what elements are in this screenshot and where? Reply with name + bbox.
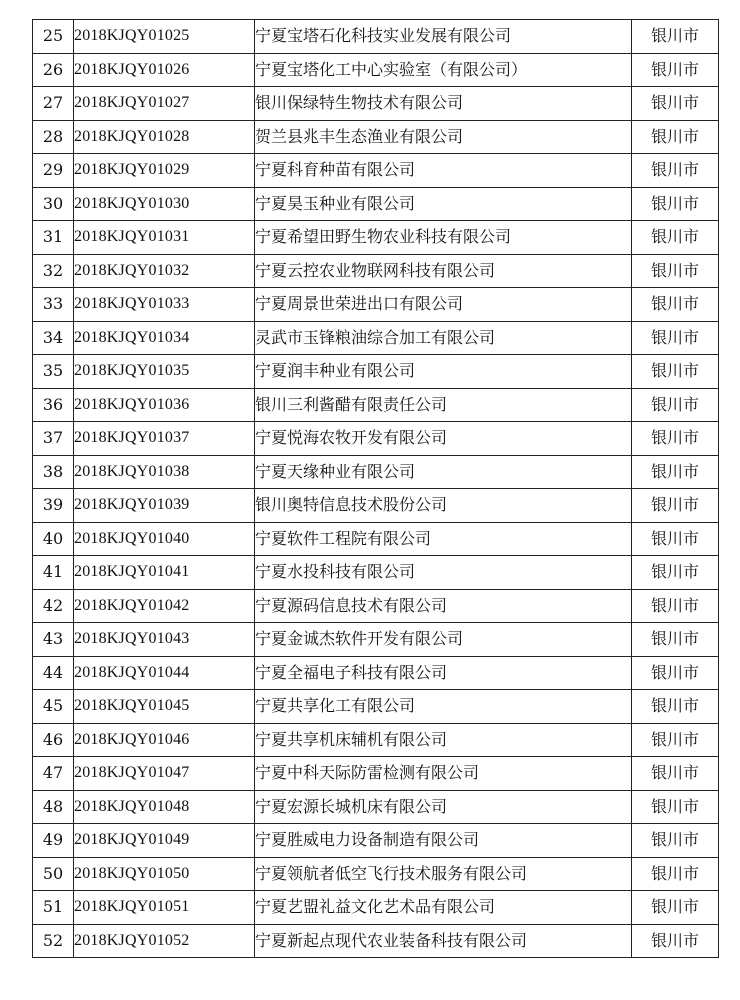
company-name-cell: 宁夏周景世荣进出口有限公司	[255, 288, 632, 322]
registration-code-cell: 2018KJQY01046	[74, 723, 255, 757]
row-number-cell: 41	[33, 556, 74, 590]
city-cell: 银川市	[632, 757, 719, 791]
table-row	[33, 422, 719, 456]
row-number-cell: 30	[33, 187, 74, 221]
city-cell: 银川市	[632, 120, 719, 154]
company-name-cell: 宁夏软件工程院有限公司	[255, 522, 632, 556]
table-row	[33, 355, 719, 389]
city-cell: 银川市	[632, 489, 719, 523]
company-name-cell: 宁夏领航者低空飞行技术服务有限公司	[255, 857, 632, 891]
table-row	[33, 455, 719, 489]
table-row	[33, 623, 719, 657]
company-name-cell: 宁夏昊玉种业有限公司	[255, 187, 632, 221]
registration-code-cell: 2018KJQY01032	[74, 254, 255, 288]
table-row	[33, 53, 719, 87]
table-row	[33, 891, 719, 925]
row-number-cell: 29	[33, 154, 74, 188]
registration-code-cell: 2018KJQY01049	[74, 824, 255, 858]
registration-code-cell: 2018KJQY01028	[74, 120, 255, 154]
row-number-cell: 45	[33, 690, 74, 724]
company-name-cell: 银川奥特信息技术股份公司	[255, 489, 632, 523]
city-cell: 银川市	[632, 522, 719, 556]
row-number-cell: 44	[33, 656, 74, 690]
city-cell: 银川市	[632, 388, 719, 422]
city-cell: 银川市	[632, 20, 719, 54]
registration-code-cell: 2018KJQY01052	[74, 924, 255, 958]
table-row	[33, 388, 719, 422]
table-row	[33, 254, 719, 288]
registration-code-cell: 2018KJQY01036	[74, 388, 255, 422]
company-name-cell: 宁夏全福电子科技有限公司	[255, 656, 632, 690]
city-cell: 银川市	[632, 924, 719, 958]
registration-code-cell: 2018KJQY01030	[74, 187, 255, 221]
city-cell: 银川市	[632, 288, 719, 322]
registration-code-cell: 2018KJQY01038	[74, 455, 255, 489]
table-row	[33, 187, 719, 221]
company-name-cell: 宁夏共享机床辅机有限公司	[255, 723, 632, 757]
city-cell: 银川市	[632, 321, 719, 355]
row-number-cell: 50	[33, 857, 74, 891]
table-row	[33, 288, 719, 322]
registration-code-cell: 2018KJQY01033	[74, 288, 255, 322]
table-row	[33, 589, 719, 623]
company-name-cell: 宁夏天缘种业有限公司	[255, 455, 632, 489]
city-cell: 银川市	[632, 355, 719, 389]
registration-code-cell: 2018KJQY01040	[74, 522, 255, 556]
table-row	[33, 489, 719, 523]
company-name-cell: 宁夏艺盟礼益文化艺术品有限公司	[255, 891, 632, 925]
table-row	[33, 20, 719, 54]
registration-code-cell: 2018KJQY01042	[74, 589, 255, 623]
registration-code-cell: 2018KJQY01034	[74, 321, 255, 355]
company-name-cell: 银川三利酱醋有限责任公司	[255, 388, 632, 422]
table-row	[33, 824, 719, 858]
registration-code-cell: 2018KJQY01037	[74, 422, 255, 456]
row-number-cell: 48	[33, 790, 74, 824]
company-name-cell: 宁夏润丰种业有限公司	[255, 355, 632, 389]
city-cell: 银川市	[632, 790, 719, 824]
table-row	[33, 924, 719, 958]
row-number-cell: 47	[33, 757, 74, 791]
company-name-cell: 灵武市玉锋粮油综合加工有限公司	[255, 321, 632, 355]
row-number-cell: 35	[33, 355, 74, 389]
company-name-cell: 宁夏云控农业物联网科技有限公司	[255, 254, 632, 288]
row-number-cell: 49	[33, 824, 74, 858]
table-row	[33, 690, 719, 724]
company-name-cell: 宁夏宝塔化工中心实验室（有限公司）	[255, 53, 632, 87]
registration-code-cell: 2018KJQY01026	[74, 53, 255, 87]
registration-code-cell: 2018KJQY01025	[74, 20, 255, 54]
city-cell: 银川市	[632, 254, 719, 288]
registration-code-cell: 2018KJQY01044	[74, 656, 255, 690]
registration-code-cell: 2018KJQY01039	[74, 489, 255, 523]
company-name-cell: 宁夏宏源长城机床有限公司	[255, 790, 632, 824]
table-row	[33, 154, 719, 188]
row-number-cell: 46	[33, 723, 74, 757]
table-row	[33, 556, 719, 590]
registration-code-cell: 2018KJQY01048	[74, 790, 255, 824]
city-cell: 银川市	[632, 187, 719, 221]
row-number-cell: 51	[33, 891, 74, 925]
table-row	[33, 757, 719, 791]
row-number-cell: 33	[33, 288, 74, 322]
row-number-cell: 34	[33, 321, 74, 355]
company-name-cell: 宁夏科育种苗有限公司	[255, 154, 632, 188]
table-row	[33, 656, 719, 690]
registration-code-cell: 2018KJQY01043	[74, 623, 255, 657]
table-row	[33, 120, 719, 154]
row-number-cell: 43	[33, 623, 74, 657]
registration-code-cell: 2018KJQY01031	[74, 221, 255, 255]
row-number-cell: 40	[33, 522, 74, 556]
city-cell: 银川市	[632, 589, 719, 623]
table-row	[33, 522, 719, 556]
city-cell: 银川市	[632, 422, 719, 456]
row-number-cell: 31	[33, 221, 74, 255]
registration-code-cell: 2018KJQY01035	[74, 355, 255, 389]
company-registry-table	[32, 19, 719, 958]
company-name-cell: 宁夏共享化工有限公司	[255, 690, 632, 724]
company-name-cell: 宁夏悦海农牧开发有限公司	[255, 422, 632, 456]
registration-code-cell: 2018KJQY01047	[74, 757, 255, 791]
company-name-cell: 宁夏宝塔石化科技实业发展有限公司	[255, 20, 632, 54]
row-number-cell: 27	[33, 87, 74, 121]
registration-code-cell: 2018KJQY01027	[74, 87, 255, 121]
city-cell: 银川市	[632, 824, 719, 858]
company-name-cell: 贺兰县兆丰生态渔业有限公司	[255, 120, 632, 154]
registry-table-body	[33, 20, 719, 958]
table-row	[33, 790, 719, 824]
row-number-cell: 52	[33, 924, 74, 958]
company-name-cell: 宁夏源码信息技术有限公司	[255, 589, 632, 623]
registration-code-cell: 2018KJQY01045	[74, 690, 255, 724]
row-number-cell: 26	[33, 53, 74, 87]
company-name-cell: 宁夏胜威电力设备制造有限公司	[255, 824, 632, 858]
row-number-cell: 42	[33, 589, 74, 623]
city-cell: 银川市	[632, 455, 719, 489]
table-row	[33, 221, 719, 255]
city-cell: 银川市	[632, 723, 719, 757]
city-cell: 银川市	[632, 87, 719, 121]
row-number-cell: 25	[33, 20, 74, 54]
table-row	[33, 723, 719, 757]
registration-code-cell: 2018KJQY01041	[74, 556, 255, 590]
company-name-cell: 宁夏中科天际防雷检测有限公司	[255, 757, 632, 791]
registration-code-cell: 2018KJQY01050	[74, 857, 255, 891]
company-name-cell: 宁夏金诚杰软件开发有限公司	[255, 623, 632, 657]
company-name-cell: 宁夏水投科技有限公司	[255, 556, 632, 590]
row-number-cell: 37	[33, 422, 74, 456]
city-cell: 银川市	[632, 154, 719, 188]
company-name-cell: 宁夏新起点现代农业装备科技有限公司	[255, 924, 632, 958]
city-cell: 银川市	[632, 623, 719, 657]
row-number-cell: 32	[33, 254, 74, 288]
city-cell: 银川市	[632, 690, 719, 724]
city-cell: 银川市	[632, 221, 719, 255]
table-row	[33, 857, 719, 891]
city-cell: 银川市	[632, 53, 719, 87]
registration-code-cell: 2018KJQY01029	[74, 154, 255, 188]
city-cell: 银川市	[632, 656, 719, 690]
city-cell: 银川市	[632, 891, 719, 925]
row-number-cell: 36	[33, 388, 74, 422]
city-cell: 银川市	[632, 857, 719, 891]
row-number-cell: 28	[33, 120, 74, 154]
row-number-cell: 39	[33, 489, 74, 523]
company-name-cell: 宁夏希望田野生物农业科技有限公司	[255, 221, 632, 255]
registration-code-cell: 2018KJQY01051	[74, 891, 255, 925]
company-name-cell: 银川保绿特生物技术有限公司	[255, 87, 632, 121]
table-row	[33, 321, 719, 355]
table-row	[33, 87, 719, 121]
row-number-cell: 38	[33, 455, 74, 489]
city-cell: 银川市	[632, 556, 719, 590]
